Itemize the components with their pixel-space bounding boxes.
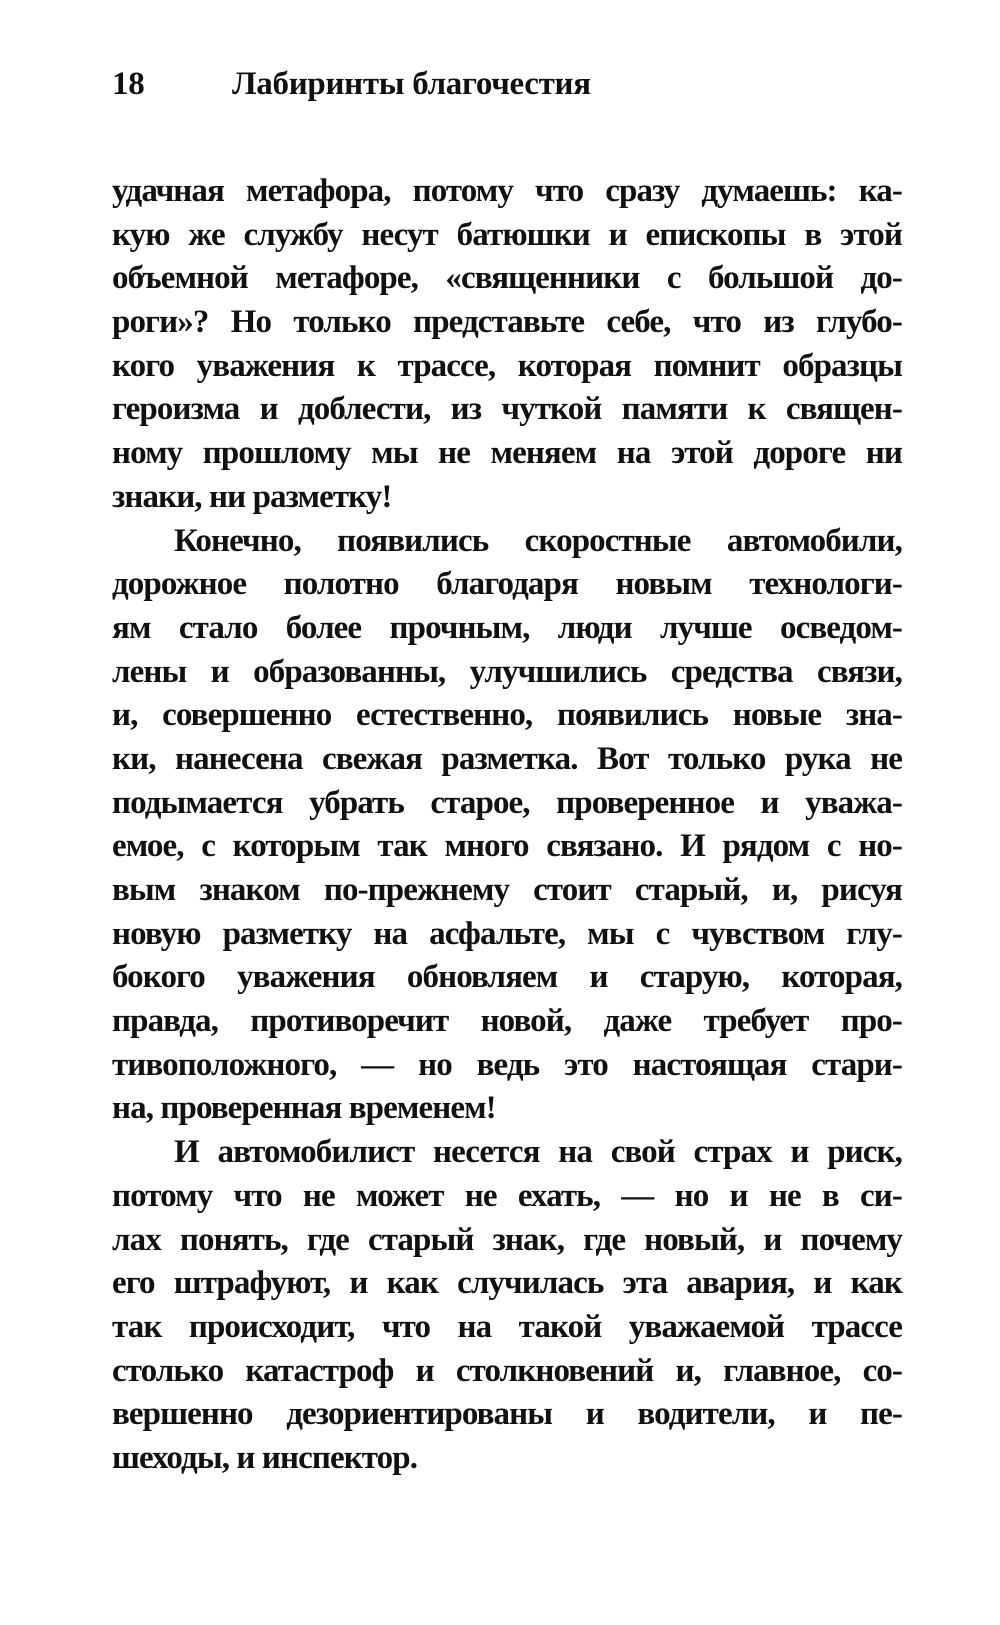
text-line: на, проверенная временем! — [112, 1090, 496, 1127]
text-line: подымается убрать старое, проверенное и уважа- — [112, 784, 902, 821]
page-number: 18 — [112, 66, 145, 102]
text-line: дорожное полотно благодаря новым технологи- — [112, 566, 902, 603]
text-line: его штрафуют, и как случилась эта авария, и как — [112, 1265, 902, 1302]
text-line: бокого уважения обновляем и старую, которая, — [112, 959, 902, 996]
running-header — [112, 66, 591, 103]
text-line: ки, нанесена свежая разметка. Вот только рука не — [112, 740, 902, 777]
text-line: лены и образованны, улучшились средства связи, — [112, 653, 902, 690]
text-line: потому что не может не ехать, — но и не в си- — [112, 1177, 902, 1214]
text-line: знаки, ни разметку! — [112, 478, 392, 515]
text-line: шеходы, и инспектор. — [112, 1439, 418, 1476]
text-line: и, совершенно естественно, появились новые зна- — [112, 697, 902, 734]
body-text — [112, 170, 902, 1481]
text-line: роги»? Но только представьте себе, что из глубо- — [112, 304, 902, 341]
text-line: тивоположного, — но ведь это настоящая стари- — [112, 1046, 902, 1083]
running-title: Лабиринты благочестия — [232, 66, 591, 102]
text-line: ному прошлому мы не меняем на этой дороге ни — [112, 435, 902, 472]
text-line: кую же службу несут батюшки и епископы в этой — [112, 216, 902, 253]
text-line: ям стало более прочным, люди лучше осведом- — [112, 609, 902, 646]
text-line: новую разметку на асфальте, мы с чувством глу- — [112, 915, 902, 952]
text-line: Конечно, появились скоростные автомобили, — [174, 522, 902, 559]
text-line: удачная метафора, потому что сразу думаешь: ка- — [112, 173, 902, 209]
text-line: правда, противоречит новой, даже требует про- — [112, 1003, 902, 1040]
text-line: вым знаком по-прежнему стоит старый, и, рисуя — [112, 872, 902, 908]
text-line: кого уважения к трассе, которая помнит образцы — [112, 347, 902, 384]
text-line: объемной метафоре, «священники с большой до- — [112, 260, 902, 297]
text-line: лах понять, где старый знак, где новый, и почему — [112, 1221, 902, 1258]
text-line: так происходит, что на такой уважаемой трассе — [112, 1308, 902, 1345]
text-line: героизма и доблести, из чуткой памяти к священ- — [112, 391, 902, 428]
text-line: емое, с которым так много связано. И рядом с но- — [112, 828, 902, 865]
text-line: столько катастроф и столкновений и, главное, со- — [112, 1352, 902, 1389]
text-line: вершенно дезориентированы и водители, и пе- — [112, 1396, 902, 1433]
text-line: И автомобилист несется на свой страх и риск, — [174, 1134, 902, 1171]
